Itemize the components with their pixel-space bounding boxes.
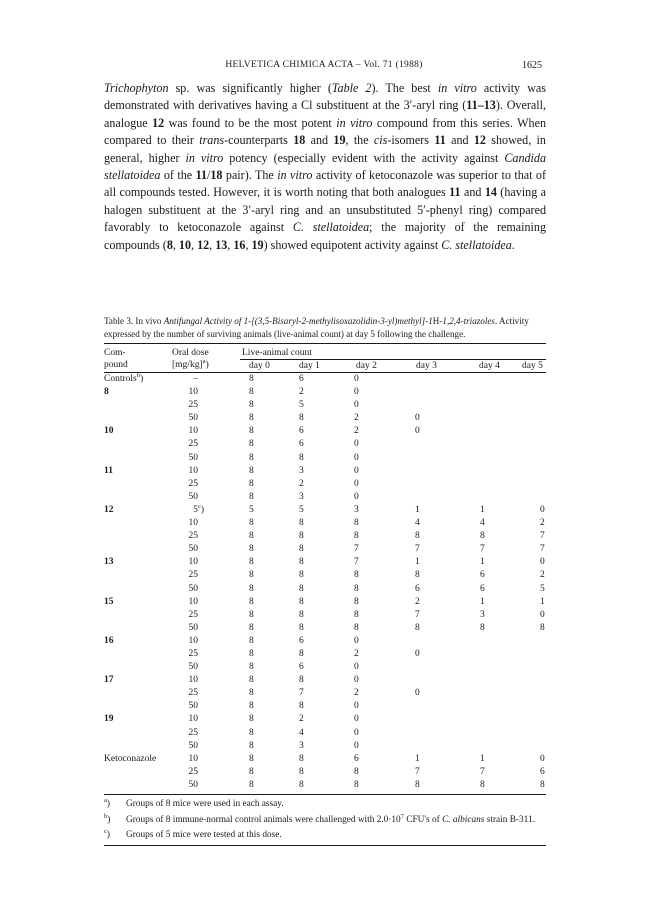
cell-day-2: 8 bbox=[354, 570, 359, 581]
cell-dose: 10 bbox=[188, 635, 198, 646]
cell-day-3: 8 bbox=[415, 531, 420, 542]
cell-day-0: 8 bbox=[249, 714, 254, 725]
table-row bbox=[104, 373, 546, 386]
cell-day-1: 6 bbox=[299, 635, 304, 646]
cell-dose: 50 bbox=[188, 740, 198, 751]
cell-day-5: 8 bbox=[540, 779, 545, 790]
cell-day-2: 2 bbox=[354, 688, 359, 699]
cell-day-1: 7 bbox=[299, 688, 304, 699]
cell-day-1: 8 bbox=[299, 609, 304, 620]
cell-dose: 25 bbox=[188, 648, 198, 659]
header-dose-line2: $[mg/kg]^a$) bbox=[172, 357, 209, 370]
cell-day-0: 8 bbox=[249, 740, 254, 751]
footnote-text: Groups of 5 mice were tested at this dose. bbox=[126, 830, 282, 840]
table-row bbox=[104, 543, 546, 556]
cell-day-4: 7 bbox=[480, 766, 485, 777]
cell-day-1: 6 bbox=[299, 439, 304, 450]
cell-day-4: 6 bbox=[480, 570, 485, 581]
cell-dose: 10 bbox=[188, 596, 198, 607]
cell-day-3: 0 bbox=[415, 413, 420, 424]
table-row bbox=[104, 491, 546, 504]
cell-day-3: 7 bbox=[415, 609, 420, 620]
cell-day-0: 5 bbox=[249, 504, 254, 515]
cell-day-2: 8 bbox=[354, 583, 359, 594]
cell-day-2: 0 bbox=[354, 452, 359, 463]
table-row bbox=[104, 766, 546, 779]
cell-day-4: 1 bbox=[480, 504, 485, 515]
cell-day-4: 7 bbox=[480, 544, 485, 555]
cell-dose: 25 bbox=[188, 439, 198, 450]
cell-day-5: 5 bbox=[540, 583, 545, 594]
table-row bbox=[104, 478, 546, 491]
cell-dose: 50 bbox=[188, 413, 198, 424]
cell-dose: 25 bbox=[188, 766, 198, 777]
cell-day-2: 8 bbox=[354, 596, 359, 607]
cell-day-2: 3 bbox=[354, 504, 359, 515]
cell-day-1: 5 bbox=[299, 504, 304, 515]
cell-day-3: 8 bbox=[415, 622, 420, 633]
cell-dose: 10 bbox=[188, 387, 198, 398]
cell-day-0: 8 bbox=[249, 648, 254, 659]
cell-day-0: 8 bbox=[249, 662, 254, 673]
cell-day-0: 8 bbox=[249, 688, 254, 699]
cell-day-0: 8 bbox=[249, 635, 254, 646]
cell-day-3: 1 bbox=[415, 557, 420, 568]
cell-day-1: 8 bbox=[299, 583, 304, 594]
table-group-rule bbox=[240, 359, 546, 360]
cell-day-1: 8 bbox=[299, 648, 304, 659]
paragraph-text: Trichophyton sp. was significantly higher (Table 2). The best in vitro activity was demonstrated with derivatives having a Cl substituent at the 3′-aryl ring (11–13). Overall, analogue 12 was found to be the most potent in vitro compound from this series. When compared to their trans-counterparts 18 and 19, the cis-isomers 11 and 12 showed, in general, higher in vitro potency (especially evident with the activity against Candida stellatoidea of the 11/18 pair). The in vitro activity of ketoconazole was superior to that of all compounds tested. However, it is worth noting that both analogues 11 and 14 (having a halogen substituent at the 3′-aryl ring and an unsubstituted 5′-phenyl ring) compared favorably to ketoconazole against C. stellatoidea; the majority of the remaining compounds (8, 10, 12, 13, 16, 19) showed equipotent activity against C. stellatoidea. bbox=[104, 81, 547, 252]
cell-day-4: 1 bbox=[480, 753, 485, 764]
cell-dose: 10 bbox=[188, 465, 198, 476]
cell-day-4: 8 bbox=[480, 531, 485, 542]
cell-day-0: 8 bbox=[249, 387, 254, 398]
cell-day-0: 8 bbox=[249, 675, 254, 686]
cell-day-0: 8 bbox=[249, 557, 254, 568]
header-dose-line1: Oral dose bbox=[172, 348, 209, 358]
footnote-bottom-rule bbox=[104, 845, 546, 846]
header-day-4: day 4 bbox=[479, 361, 500, 371]
cell-compound: 10 bbox=[104, 426, 114, 437]
cell-day-4: 4 bbox=[480, 518, 485, 529]
cell-day-3: 4 bbox=[415, 518, 420, 529]
footnote-mark: $^a$) bbox=[104, 796, 110, 809]
cell-day-2: 2 bbox=[354, 413, 359, 424]
cell-day-5: 1 bbox=[540, 596, 545, 607]
cell-dose: 50 bbox=[188, 583, 198, 594]
cell-day-1: 6 bbox=[299, 426, 304, 437]
cell-dose: 25 bbox=[188, 531, 198, 542]
cell-day-3: 7 bbox=[415, 766, 420, 777]
cell-day-1: 6 bbox=[299, 374, 304, 384]
cell-day-0: 8 bbox=[249, 779, 254, 790]
cell-day-1: 8 bbox=[299, 557, 304, 568]
cell-day-3: 2 bbox=[415, 596, 420, 607]
cell-dose: 25 bbox=[188, 609, 198, 620]
cell-day-5: 0 bbox=[540, 557, 545, 568]
cell-day-5: 2 bbox=[540, 518, 545, 529]
cell-dose: 50 bbox=[188, 622, 198, 633]
cell-day-1: 8 bbox=[299, 452, 304, 463]
cell-day-1: 8 bbox=[299, 544, 304, 555]
table-footnotes bbox=[104, 797, 546, 844]
cell-compound: 12 bbox=[104, 504, 114, 515]
cell-day-3: 8 bbox=[415, 570, 420, 581]
cell-dose: 5$^c$) bbox=[193, 502, 204, 515]
cell-day-2: 0 bbox=[354, 714, 359, 725]
table-row bbox=[104, 596, 546, 609]
cell-day-0: 8 bbox=[249, 374, 254, 384]
cell-day-0: 8 bbox=[249, 413, 254, 424]
cell-day-1: 5 bbox=[299, 400, 304, 411]
table-row bbox=[104, 569, 546, 582]
table-row bbox=[104, 661, 546, 674]
cell-dose: 10 bbox=[188, 518, 198, 529]
cell-day-2: 7 bbox=[354, 557, 359, 568]
cell-dose: 50 bbox=[188, 662, 198, 673]
table-row bbox=[104, 465, 546, 478]
cell-day-5: 6 bbox=[540, 766, 545, 777]
footnote-mark: $^c$) bbox=[104, 827, 110, 840]
running-head: HELVETICA CHIMICA ACTA – Vol. 71 (1988) bbox=[225, 60, 423, 70]
cell-day-2: 0 bbox=[354, 675, 359, 686]
cell-compound: Ketoconazole bbox=[104, 753, 157, 764]
cell-day-0: 8 bbox=[249, 400, 254, 411]
cell-day-0: 8 bbox=[249, 478, 254, 489]
cell-day-2: 0 bbox=[354, 400, 359, 411]
cell-dose: 25 bbox=[188, 400, 198, 411]
cell-day-2: 8 bbox=[354, 531, 359, 542]
cell-compound: 11 bbox=[104, 465, 113, 476]
table-row bbox=[104, 713, 546, 726]
cell-day-3: 1 bbox=[415, 504, 420, 515]
footnote-list bbox=[104, 797, 546, 844]
cell-day-0: 8 bbox=[249, 544, 254, 555]
cell-compound: 15 bbox=[104, 596, 114, 607]
table-row bbox=[104, 648, 546, 661]
header-day-1: day 1 bbox=[299, 361, 320, 371]
cell-compound: 19 bbox=[104, 714, 114, 725]
cell-dose: 50 bbox=[188, 491, 198, 502]
cell-day-0: 8 bbox=[249, 465, 254, 476]
header-compound-line2: pound bbox=[104, 360, 128, 370]
body-paragraph bbox=[104, 80, 546, 254]
cell-day-2: 6 bbox=[354, 753, 359, 764]
data-table-body bbox=[104, 373, 546, 792]
cell-day-0: 8 bbox=[249, 439, 254, 450]
cell-day-3: 0 bbox=[415, 648, 420, 659]
table-row bbox=[104, 609, 546, 622]
table-row bbox=[104, 399, 546, 412]
cell-day-0: 8 bbox=[249, 583, 254, 594]
cell-day-0: 8 bbox=[249, 570, 254, 581]
cell-day-2: 0 bbox=[354, 491, 359, 502]
cell-day-1: 8 bbox=[299, 531, 304, 542]
cell-day-2: 8 bbox=[354, 609, 359, 620]
table-row bbox=[104, 556, 546, 569]
footnote bbox=[104, 813, 546, 829]
cell-day-0: 8 bbox=[249, 452, 254, 463]
cell-day-5: 0 bbox=[540, 504, 545, 515]
cell-day-0: 8 bbox=[249, 622, 254, 633]
header-day-3: day 3 bbox=[416, 361, 437, 371]
cell-compound: 13 bbox=[104, 557, 114, 568]
table-caption bbox=[104, 315, 546, 340]
cell-dose: – bbox=[193, 374, 198, 384]
cell-day-4: 3 bbox=[480, 609, 485, 620]
table-row bbox=[104, 700, 546, 713]
cell-day-1: 8 bbox=[299, 675, 304, 686]
cell-dose: 10 bbox=[188, 675, 198, 686]
cell-day-1: 2 bbox=[299, 387, 304, 398]
cell-day-0: 8 bbox=[249, 531, 254, 542]
table-top-rule bbox=[104, 343, 546, 344]
cell-day-2: 0 bbox=[354, 701, 359, 712]
table-bottom-rule bbox=[104, 794, 546, 795]
cell-compound: Controls$^b$) bbox=[104, 371, 144, 384]
cell-day-1: 6 bbox=[299, 662, 304, 673]
header-compound bbox=[104, 347, 128, 371]
cell-day-2: 0 bbox=[354, 727, 359, 738]
header-dose bbox=[172, 347, 209, 371]
cell-compound: 8 bbox=[104, 387, 109, 398]
cell-day-0: 8 bbox=[249, 596, 254, 607]
cell-dose: 25 bbox=[188, 688, 198, 699]
cell-compound: 16 bbox=[104, 635, 114, 646]
cell-day-5: 2 bbox=[540, 570, 545, 581]
table-row bbox=[104, 412, 546, 425]
cell-dose: 10 bbox=[188, 557, 198, 568]
cell-day-4: 8 bbox=[480, 779, 485, 790]
cell-day-0: 8 bbox=[249, 727, 254, 738]
cell-day-0: 8 bbox=[249, 753, 254, 764]
table-row bbox=[104, 583, 546, 596]
cell-day-2: 0 bbox=[354, 374, 359, 384]
cell-dose: 50 bbox=[188, 544, 198, 555]
header-day-5: day 5 bbox=[522, 361, 543, 371]
header-compound-line1: Com- bbox=[104, 348, 126, 358]
cell-day-4: 1 bbox=[480, 557, 485, 568]
cell-day-2: 0 bbox=[354, 439, 359, 450]
header-day-0: day 0 bbox=[249, 361, 270, 371]
table-row bbox=[104, 687, 546, 700]
cell-day-5: 7 bbox=[540, 544, 545, 555]
table-row bbox=[104, 753, 546, 766]
cell-day-1: 8 bbox=[299, 570, 304, 581]
cell-day-3: 0 bbox=[415, 426, 420, 437]
cell-dose: 10 bbox=[188, 753, 198, 764]
cell-day-0: 8 bbox=[249, 426, 254, 437]
cell-day-3: 8 bbox=[415, 779, 420, 790]
footnote-text: Groups of 8 immune-normal control animals were challenged with $2.0\cdot 10^7$ CFU's of C. albicans strain B-311. bbox=[126, 812, 535, 825]
table-row bbox=[104, 622, 546, 635]
cell-day-2: 0 bbox=[354, 465, 359, 476]
cell-day-5: 0 bbox=[540, 753, 545, 764]
cell-dose: 50 bbox=[188, 779, 198, 790]
cell-day-2: 8 bbox=[354, 766, 359, 777]
cell-day-1: 8 bbox=[299, 766, 304, 777]
cell-dose: 50 bbox=[188, 452, 198, 463]
cell-day-4: 6 bbox=[480, 583, 485, 594]
table-row bbox=[104, 386, 546, 399]
table-row bbox=[104, 425, 546, 438]
cell-dose: 10 bbox=[188, 426, 198, 437]
cell-dose: 25 bbox=[188, 570, 198, 581]
table-row bbox=[104, 727, 546, 740]
table-row bbox=[104, 740, 546, 753]
table-caption-text: Table 3. In vivo Antifungal Activity of 1-[(3,5-Bisaryl-2-methylisoxazolidin-3-yl)methyl]-1H-1,2,4-triazoles. Activity expressed by the number of surviving animals (live-animal count) at day 5 following the challenge. bbox=[104, 316, 529, 339]
cell-day-0: 8 bbox=[249, 518, 254, 529]
cell-day-2: 8 bbox=[354, 518, 359, 529]
footnote bbox=[104, 797, 546, 813]
cell-day-3: 7 bbox=[415, 544, 420, 555]
cell-day-5: 0 bbox=[540, 609, 545, 620]
cell-day-0: 8 bbox=[249, 766, 254, 777]
header-day-2: day 2 bbox=[356, 361, 377, 371]
cell-day-2: 2 bbox=[354, 426, 359, 437]
cell-day-0: 8 bbox=[249, 491, 254, 502]
cell-day-3: 1 bbox=[415, 753, 420, 764]
cell-day-3: 6 bbox=[415, 583, 420, 594]
cell-compound: 17 bbox=[104, 675, 114, 686]
cell-dose: 50 bbox=[188, 701, 198, 712]
table-row bbox=[104, 779, 546, 792]
cell-day-1: 3 bbox=[299, 465, 304, 476]
cell-day-5: 8 bbox=[540, 622, 545, 633]
cell-day-2: 0 bbox=[354, 740, 359, 751]
cell-day-2: 2 bbox=[354, 648, 359, 659]
cell-day-0: 8 bbox=[249, 609, 254, 620]
table-row bbox=[104, 674, 546, 687]
cell-day-1: 8 bbox=[299, 518, 304, 529]
cell-day-2: 0 bbox=[354, 662, 359, 673]
cell-day-1: 8 bbox=[299, 701, 304, 712]
cell-day-1: 3 bbox=[299, 740, 304, 751]
table-row bbox=[104, 438, 546, 451]
cell-dose: 25 bbox=[188, 727, 198, 738]
table-row bbox=[104, 530, 546, 543]
table-row bbox=[104, 517, 546, 530]
cell-day-1: 8 bbox=[299, 622, 304, 633]
footnote-text: Groups of 8 mice were used in each assay. bbox=[126, 799, 284, 809]
cell-day-3: 0 bbox=[415, 688, 420, 699]
cell-day-1: 8 bbox=[299, 596, 304, 607]
cell-day-2: 0 bbox=[354, 635, 359, 646]
cell-day-4: 8 bbox=[480, 622, 485, 633]
cell-day-1: 2 bbox=[299, 714, 304, 725]
cell-day-2: 8 bbox=[354, 779, 359, 790]
cell-dose: 10 bbox=[188, 714, 198, 725]
cell-day-2: 0 bbox=[354, 387, 359, 398]
page-number: 1625 bbox=[522, 60, 542, 71]
header-live-animal-count: Live-animal count bbox=[242, 348, 312, 358]
cell-day-0: 8 bbox=[249, 701, 254, 712]
cell-day-1: 3 bbox=[299, 491, 304, 502]
cell-day-1: 2 bbox=[299, 478, 304, 489]
footnote-mark: $^b$) bbox=[104, 812, 111, 825]
cell-day-1: 4 bbox=[299, 727, 304, 738]
table-row bbox=[104, 452, 546, 465]
cell-day-5: 7 bbox=[540, 531, 545, 542]
cell-day-1: 8 bbox=[299, 753, 304, 764]
cell-day-2: 7 bbox=[354, 544, 359, 555]
cell-day-1: 8 bbox=[299, 779, 304, 790]
cell-day-4: 1 bbox=[480, 596, 485, 607]
cell-day-2: 8 bbox=[354, 622, 359, 633]
footnote bbox=[104, 828, 546, 844]
cell-day-1: 8 bbox=[299, 413, 304, 424]
table-row bbox=[104, 635, 546, 648]
cell-day-2: 0 bbox=[354, 478, 359, 489]
table-row bbox=[104, 504, 546, 517]
cell-dose: 25 bbox=[188, 478, 198, 489]
